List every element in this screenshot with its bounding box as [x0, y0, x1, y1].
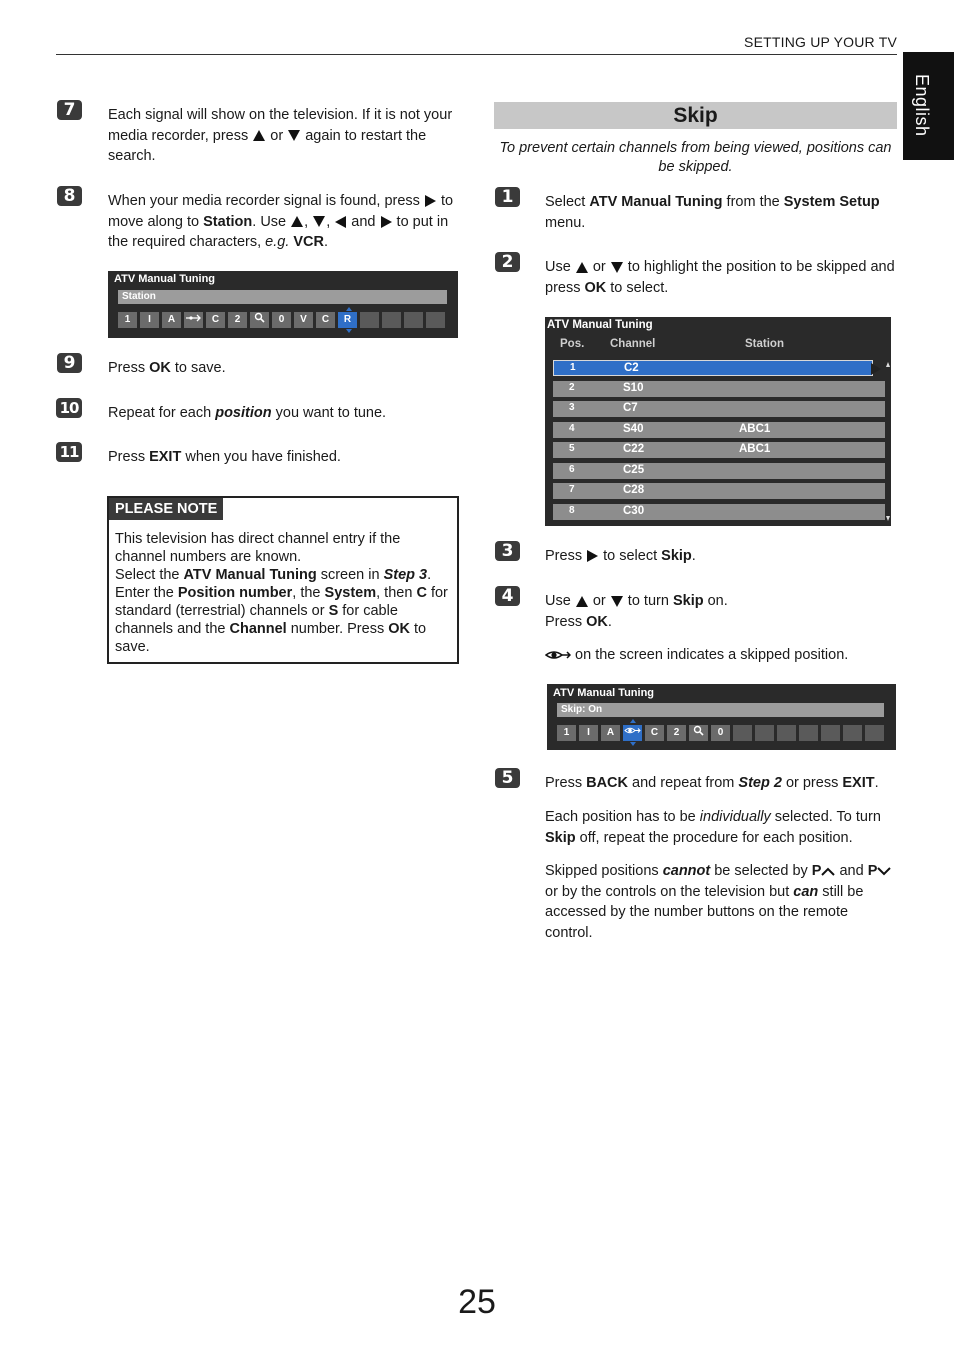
column-header-channel: Channel	[610, 338, 656, 350]
station-bar: Station	[118, 290, 447, 304]
step-8-text: When your media recorder signal is found, press to move along to Station. Use , , and to put in the required characters, e.g. VCR.	[108, 193, 454, 250]
column-header-station: Station	[745, 338, 784, 350]
row-channel: C28	[623, 484, 645, 496]
atv-manual-tuning-skip-screen	[547, 684, 896, 750]
skip-eye-icon	[545, 649, 571, 661]
scroll-up-icon	[886, 362, 890, 367]
header-rule	[56, 54, 897, 55]
step-number-9: 9	[57, 353, 82, 373]
skip-step-number-5: 5	[495, 768, 520, 788]
step-number-11: 11	[56, 442, 82, 462]
right-arrow-icon	[381, 216, 392, 228]
character-cell: 2	[667, 725, 686, 741]
row-pos: 2	[569, 381, 575, 393]
skip-indicator-line	[545, 645, 897, 666]
step-number-10: 10	[56, 398, 82, 418]
row-channel: C7	[623, 402, 638, 414]
step-11-text: Press EXIT when you have finished.	[108, 449, 341, 465]
search-icon	[250, 312, 269, 328]
skip-paragraph-individual: Each position has to be individually selected. To turn Skip off, repeat the procedure for each position.	[545, 809, 881, 846]
character-cell: A	[601, 725, 620, 741]
step-number-8: 8	[57, 186, 82, 206]
character-cell-empty	[821, 725, 840, 741]
right-arrow-icon	[425, 195, 436, 207]
page-number: 25	[458, 1283, 496, 1321]
character-cell: 2	[228, 312, 247, 328]
skip-on-bar: Skip: On	[557, 703, 884, 717]
channel-row	[553, 442, 885, 458]
skip-eye-icon	[623, 725, 642, 741]
channel-row	[553, 463, 885, 479]
search-icon	[689, 725, 708, 741]
character-cell: C	[316, 312, 335, 328]
character-cell: I	[579, 725, 598, 741]
skip-step-4-text: Use or to turn Skip on. Press OK.	[545, 593, 728, 630]
column-header-pos: Pos.	[560, 338, 585, 350]
right-arrow-icon	[587, 550, 598, 562]
skip-step-number-3: 3	[495, 541, 520, 561]
character-cell: 0	[272, 312, 291, 328]
character-cells	[557, 725, 884, 741]
section-header: SETTING UP YOUR TV	[744, 34, 897, 50]
row-pos: 7	[569, 484, 575, 495]
skip-arrow-icon	[184, 312, 203, 328]
skip-step-number-4: 4	[495, 586, 520, 606]
skip-step-number-1: 1	[495, 187, 520, 207]
p-up-icon	[821, 867, 835, 876]
character-cell: 1	[118, 312, 137, 328]
down-arrow-icon	[611, 596, 623, 607]
character-cells	[118, 312, 445, 328]
channel-row	[553, 381, 885, 397]
character-cell-empty	[755, 725, 774, 741]
character-cell-empty	[733, 725, 752, 741]
row-station: ABC1	[739, 443, 771, 455]
row-channel: C2	[624, 362, 639, 374]
caret-down-icon	[346, 329, 352, 333]
skip-paragraph-cannot: Skipped positions cannot be selected by P and P or by the controls on the television but can still be accessed by the number buttons on the remote control.	[545, 861, 897, 943]
p-down-icon	[877, 867, 891, 876]
left-arrow-icon	[335, 216, 346, 228]
skip-indicator-text: on the screen indicates a skipped position.	[575, 647, 849, 663]
character-cell: V	[294, 312, 313, 328]
character-cell: C	[645, 725, 664, 741]
channel-row	[553, 360, 873, 376]
caret-up-icon	[630, 719, 636, 723]
skip-section-title: Skip	[494, 102, 897, 129]
channel-row	[553, 504, 885, 520]
row-channel: S40	[623, 422, 644, 435]
atv-manual-tuning-station-screen	[108, 271, 458, 338]
step-10-text: Repeat for each position you want to tune.	[108, 405, 387, 421]
channel-list-screen	[545, 317, 891, 526]
character-cell-empty	[360, 312, 379, 328]
selected-row-right-arrow-icon	[871, 363, 881, 375]
row-channel: C22	[623, 443, 645, 455]
caret-down-icon	[630, 742, 636, 746]
please-note-text: This television has direct channel entry if the channel numbers are known. Select the ATV Manual Tuning screen in Step 3. Enter the Position number, the System, then C for standard (terrestrial) channels or S for cable channels and the Channel number. Press OK to save.	[115, 531, 448, 655]
character-cell: 0	[711, 725, 730, 741]
row-pos: 5	[569, 443, 575, 454]
down-arrow-icon	[611, 262, 623, 273]
row-pos: 6	[569, 463, 575, 475]
language-tab	[903, 52, 954, 160]
scroll-down-icon	[886, 516, 890, 521]
character-cell: A	[162, 312, 181, 328]
character-cell: 1	[557, 725, 576, 741]
step-7-text: Each signal will show on the television. If it is not your media recorder, press or again to restart the search.	[108, 107, 453, 164]
character-cell: C	[206, 312, 225, 328]
channel-row	[553, 483, 885, 499]
up-arrow-icon	[576, 596, 588, 607]
character-cell: I	[140, 312, 159, 328]
please-note-box	[107, 496, 459, 664]
character-cell: R	[338, 312, 357, 328]
row-channel: C30	[623, 504, 645, 517]
down-arrow-icon	[288, 130, 300, 141]
skip-intro: To prevent certain channels from being viewed, positions can be skipped.	[499, 140, 892, 175]
skip-step-5-text: Press BACK and repeat from Step 2 or press EXIT.	[545, 775, 879, 791]
skip-step-3-text: Press to select Skip.	[545, 548, 696, 564]
skip-step-2-text: Use or to highlight the position to be skipped and press OK to select.	[545, 259, 895, 296]
character-cell-empty	[799, 725, 818, 741]
row-pos: 8	[569, 504, 575, 516]
row-pos: 1	[570, 362, 576, 373]
up-arrow-icon	[576, 262, 588, 273]
up-arrow-icon	[291, 216, 303, 227]
channel-row	[553, 401, 885, 417]
caret-up-icon	[346, 307, 352, 311]
row-channel: C25	[623, 463, 645, 476]
character-cell-empty	[843, 725, 862, 741]
channel-row	[553, 422, 885, 438]
table-title: ATV Manual Tuning	[547, 319, 653, 331]
screen-title: ATV Manual Tuning	[114, 273, 216, 285]
character-cell-empty	[404, 312, 423, 328]
character-cell-empty	[777, 725, 796, 741]
character-cell-empty	[865, 725, 884, 741]
language-tab-label: English	[912, 74, 932, 137]
step-9-text: Press OK to save.	[108, 360, 226, 376]
character-cell-empty	[426, 312, 445, 328]
row-pos: 4	[569, 422, 575, 434]
down-arrow-icon	[313, 216, 325, 227]
row-pos: 3	[569, 402, 575, 413]
skip-step-number-2: 2	[495, 252, 520, 272]
character-cell-empty	[382, 312, 401, 328]
step-number-7: 7	[57, 100, 82, 120]
please-note-label: PLEASE NOTE	[109, 498, 223, 520]
row-station: ABC1	[739, 422, 771, 435]
row-channel: S10	[623, 381, 644, 394]
up-arrow-icon	[253, 130, 265, 141]
screen-title: ATV Manual Tuning	[553, 687, 655, 699]
skip-step-1-text: Select ATV Manual Tuning from the System Setup menu.	[545, 194, 880, 231]
